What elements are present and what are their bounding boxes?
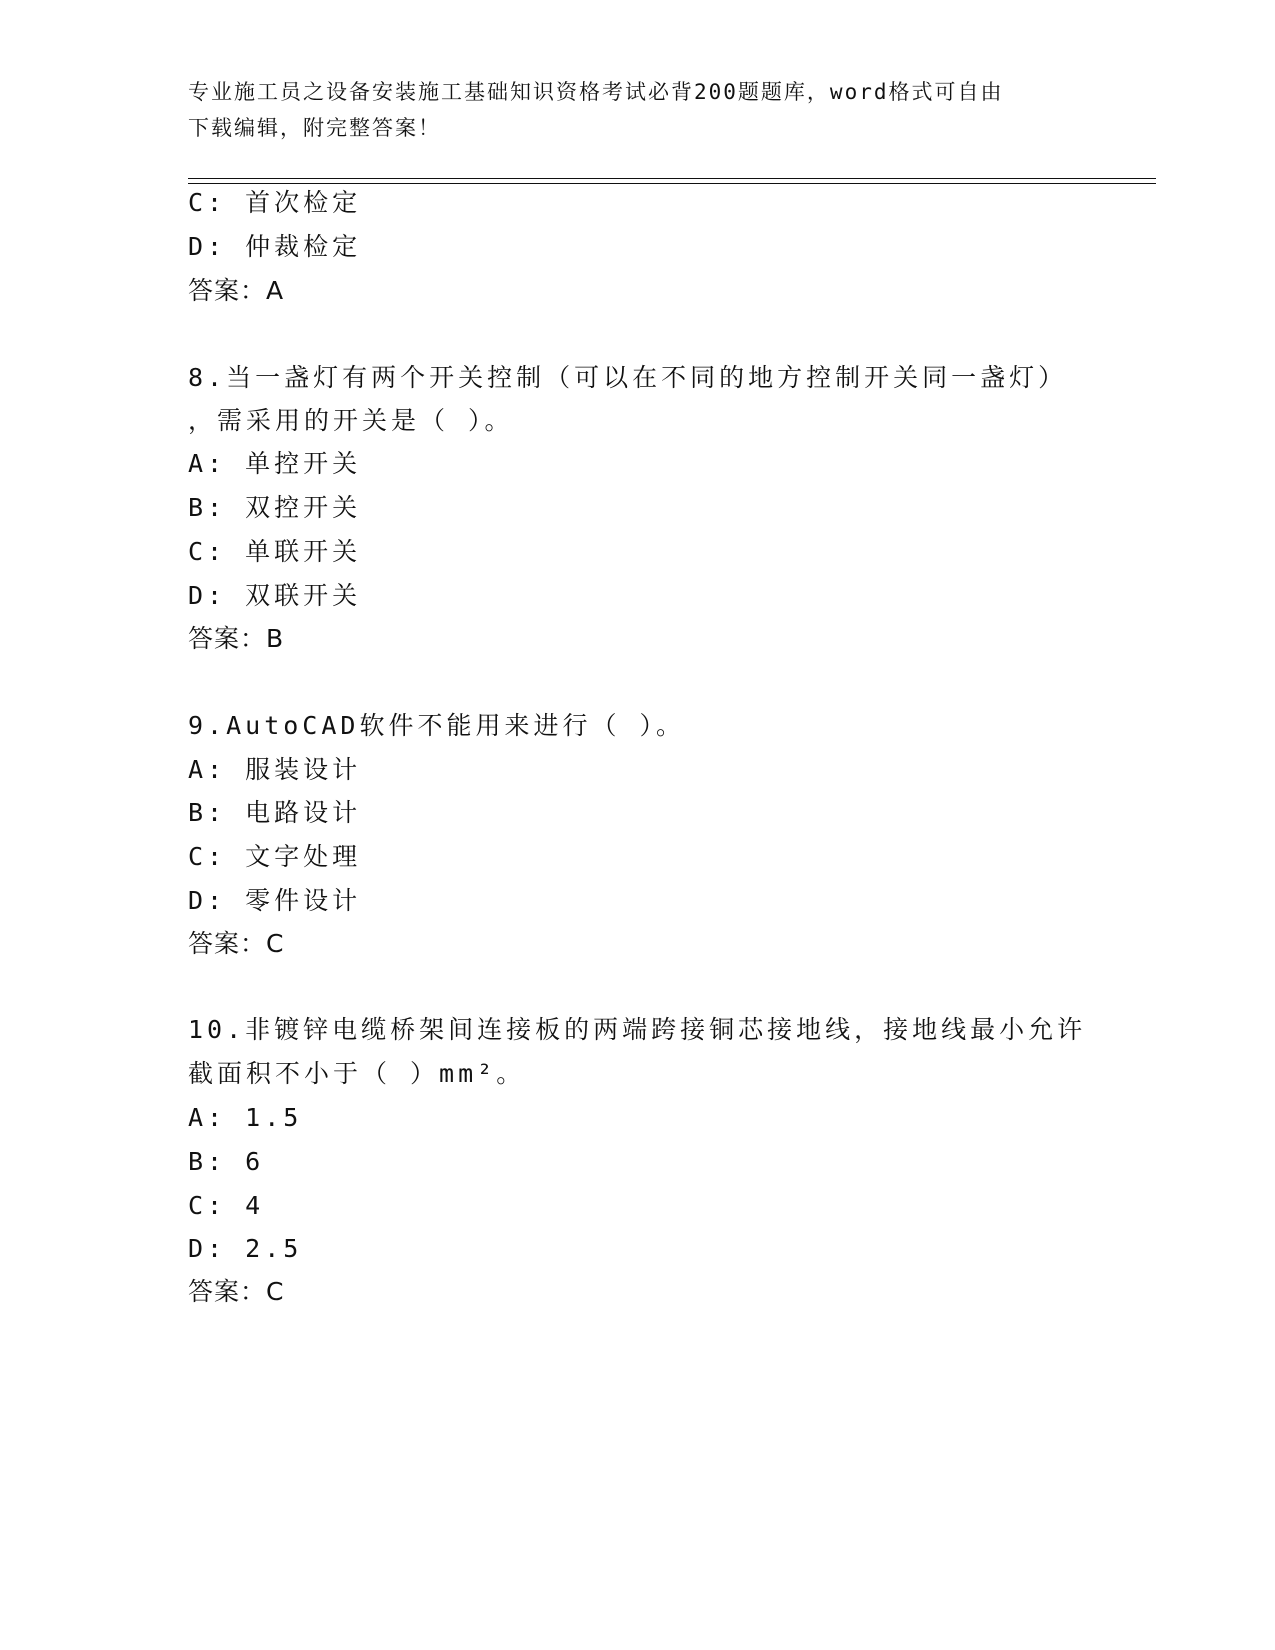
q8-option-c: C: 单联开关 [188,537,362,566]
q10-answer: 答案：C [188,1277,285,1306]
header-title-line-1: 专业施工员之设备安装施工基础知识资格考试必背200题题库，word格式可自由 [188,80,1004,104]
q9-option-a: A: 服装设计 [188,755,362,784]
header-divider-bottom [188,183,1156,184]
document-header [188,74,1068,146]
header-title-line-2: 下载编辑，附完整答案！ [188,116,441,140]
q9-option-d: D: 零件设计 [188,886,362,915]
q10-option-a: A: 1.5 [188,1103,303,1132]
q7-option-d: D: 仲裁检定 [188,232,362,261]
q10-option-d: D: 2.5 [188,1234,303,1263]
q10-option-c: C: 4 [188,1191,265,1220]
q9-stem-line-1: 9.AutoCAD软件不能用来进行（ ）。 [188,711,686,740]
q8-option-b: B: 双控开关 [188,493,362,522]
q7-answer: 答案：A [188,276,285,305]
q8-answer: 答案：B [188,624,285,653]
q10-stem-line-1: 10.非镀锌电缆桥架间连接板的两端跨接铜芯接地线，接地线最小允许 [188,1015,1087,1044]
q9-option-c: C: 文字处理 [188,842,362,871]
q10-stem-line-2: 截面积不小于（ ）mm²。 [188,1059,526,1088]
q8-option-a: A: 单控开关 [188,449,362,478]
q10-option-b: B: 6 [188,1147,265,1176]
header-divider-top [188,178,1156,179]
q7-option-c: C: 首次检定 [188,188,362,217]
q9-answer: 答案：C [188,929,285,958]
q8-stem-line-2: ，需采用的开关是（ ）。 [188,406,514,435]
q8-option-d: D: 双联开关 [188,581,362,610]
q8-stem-line-1: 8.当一盏灯有两个开关控制（可以在不同的地方控制开关同一盏灯） [188,363,1068,392]
q9-option-b: B: 电路设计 [188,798,362,827]
